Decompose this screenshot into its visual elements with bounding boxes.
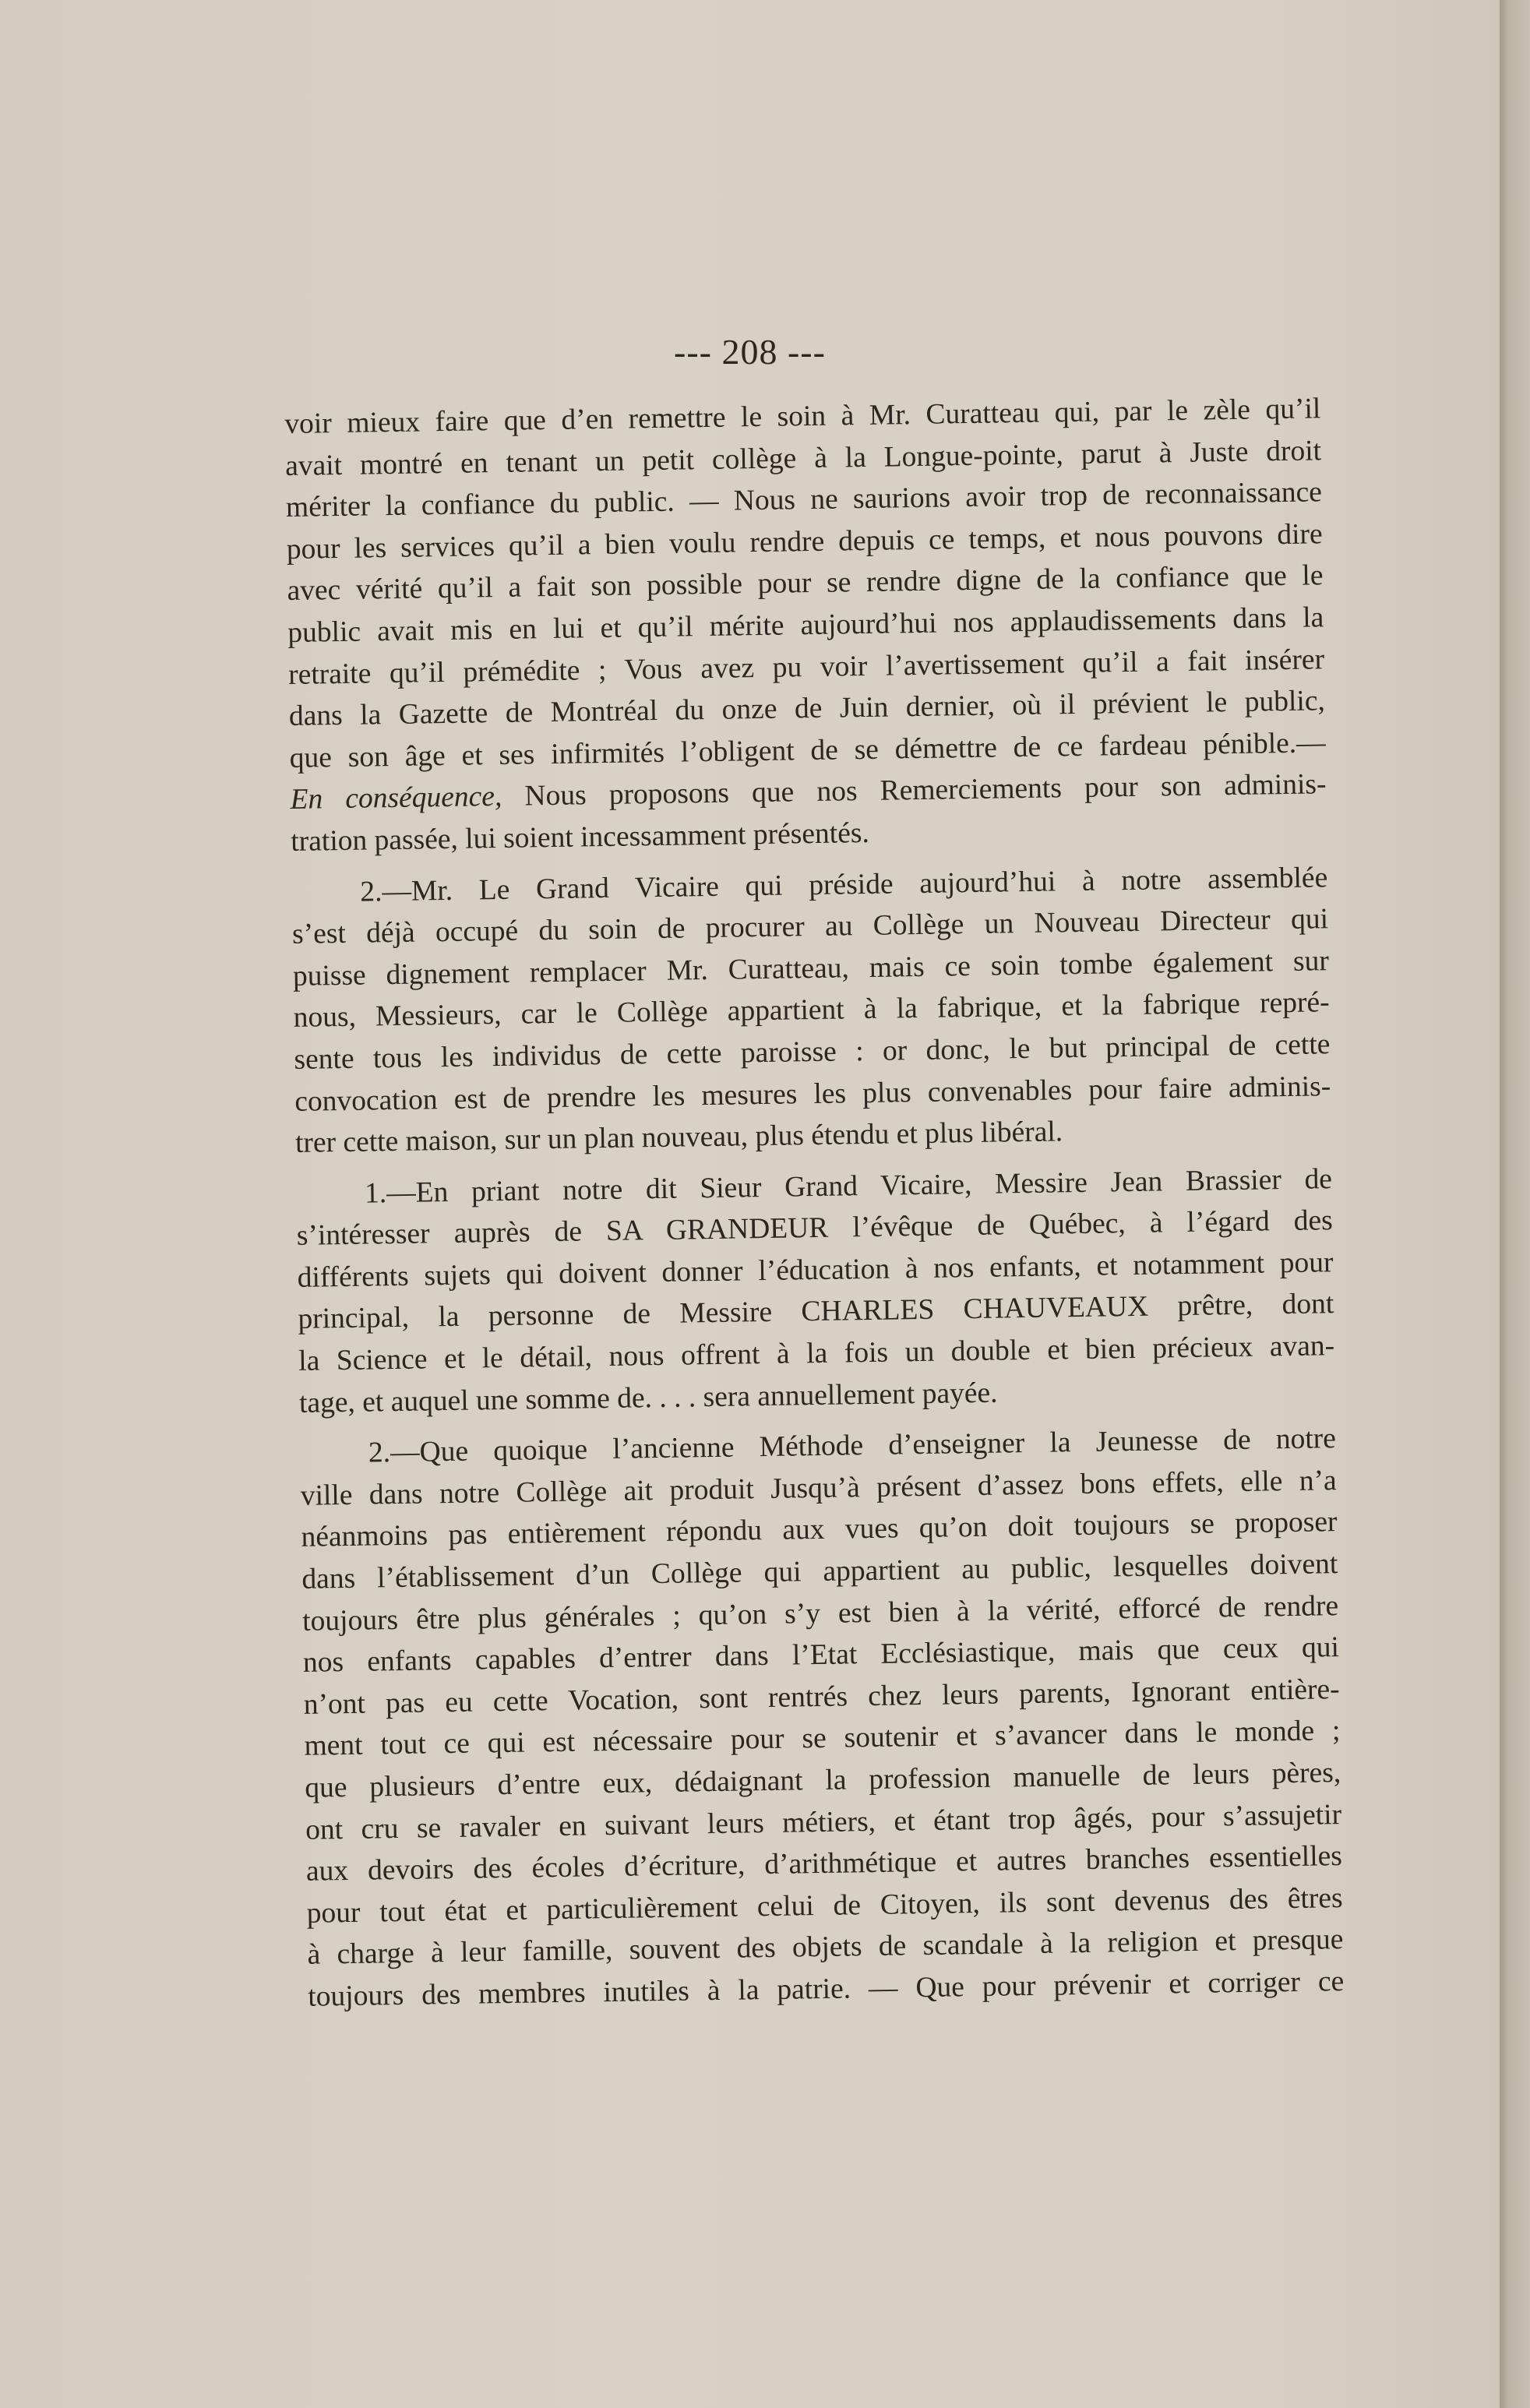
text-line: dans la Gazette de Montréal du onze de Juin dernier, où il prévient le public, — [288, 685, 1326, 733]
text-line: retraite qu’il prémédite ; Vous avez pu voir l’avertissement qu’il a fait insérer — [287, 643, 1325, 691]
text-line: sente tous les individus de cette paroisse : or donc, le but principal de cette — [294, 1028, 1331, 1076]
text-line: s’est déjà occupé du soin de procurer au Collège un Nouveau Directeur qui — [291, 903, 1329, 951]
text-line: la Science et le détail, nous offrent à la fois un double et bien précieux avan- — [298, 1330, 1335, 1377]
page-number: --- 208 --- — [674, 332, 826, 372]
text-line: ment tout ce qui est nécessaire pour se soutenir et s’avancer dans le monde ; — [304, 1715, 1341, 1763]
text-line: que plusieurs d’entre eux, dédaignant la profession manuelle de leurs pères, — [305, 1757, 1341, 1804]
text-line: principal, la personne de Messire CHARLES CHAUVEAUX prêtre, dont — [298, 1288, 1334, 1336]
text-line: 2.—Que quoique l’ancienne Méthode d’enseigner la Jeunesse de notre — [368, 1423, 1337, 1469]
text-line: 1.—En priant notre dit Sieur Grand Vicaire, Messire Jean Brassier de — [364, 1162, 1333, 1210]
text-line: ville dans notre Collège ait produit Jusqu’à présent d’assez bons effets, elle n’a — [300, 1464, 1337, 1512]
text-line: dans l’établissement d’un Collège qui appartient au public, lesquelles doivent — [301, 1548, 1338, 1595]
text-line: trer cette maison, sur un plan nouveau, plus étendu et plus libéral. — [294, 1116, 1063, 1159]
text-line: à charge à leur famille, souvent des objets de scandale à la religion et presque — [307, 1923, 1344, 1972]
text-line: avait montré en tenant un petit collège à la Longue-pointe, parut à Juste droit — [284, 434, 1322, 482]
text-line: n’ont pas eu cette Vocation, sont rentrés chez leurs parents, Ignorant entière- — [303, 1673, 1340, 1721]
text-line: avec vérité qu’il a fait son possible pour se rendre digne de la confiance que le — [287, 559, 1324, 608]
text-line: 2.—Mr. Le Grand Vicaire qui préside aujourd’hui à notre assemblée — [360, 861, 1328, 908]
text-line: voir mieux faire que d’en remettre le soin à Mr. Curatteau qui, par le zèle qu’il — [284, 393, 1321, 440]
text-line: puisse dignement remplacer Mr. Curatteau, mais ce soin tombe également sur — [292, 944, 1330, 992]
text-line: tage, et auquel une somme de. . . . sera annuellement payée. — [298, 1377, 998, 1419]
text-line-rest: Nous proposons que nos Remerciements pour son adminis- — [524, 768, 1327, 813]
text-line: convocation est de prendre les mesures les plus convenables pour faire adminis- — [294, 1070, 1331, 1118]
text-line: nos enfants capables d’entrer dans l’Etat Ecclésiastique, mais que ceux qui — [302, 1631, 1340, 1680]
italic-phrase: En conséquence, — [290, 781, 502, 816]
text-line: tration passée, lui soient incessamment présentés. — [291, 816, 870, 858]
text-line: que son âge et ses infirmités l’obligent de se démettre de ce fardeau pénible.— — [289, 726, 1326, 774]
text-line: ont cru se ravaler en suivant leurs métiers, et étant trop âgés, pour s’assujetir — [305, 1798, 1342, 1846]
body-text — [284, 388, 1345, 2018]
page-edge-shadow — [1500, 0, 1530, 2408]
text-line: pour les services qu’il a bien voulu rendre depuis ce temps, et nous pouvons dire — [286, 518, 1323, 566]
text-line: nous, Messieurs, car le Collège appartient à la fabrique, et la fabrique repré- — [293, 986, 1330, 1035]
text-line: public avait mis en lui et qu’il mérite aujourd’hui nos applaudissements dans la — [287, 601, 1324, 649]
text-line: néanmoins pas entièrement répondu aux vues qu’on doit toujours se proposer — [301, 1506, 1338, 1554]
text-line: mériter la confiance du public. — Nous ne saurions avoir trop de reconnaissance — [285, 476, 1323, 524]
text-line: différents sujets qui doivent donner l’éducation à nos enfants, et notamment pour — [297, 1246, 1334, 1294]
text-line: toujours des membres inutiles à la patrie. — Que pour prévenir et corriger ce — [308, 1966, 1345, 2013]
text-line: aux devoirs des écoles d’écriture, d’arithmétique et autres branches essentielles — [305, 1840, 1343, 1888]
text-line: toujours être plus générales ; qu’on s’y est bien à la vérité, efforcé de rendre — [301, 1589, 1339, 1638]
text-line: s’intéresser auprès de SA GRANDEUR l’évêque de Québec, à l’égard des — [296, 1204, 1334, 1253]
text-line: pour tout état et particulièrement celui de Citoyen, ils sont devenus des êtres — [306, 1881, 1343, 1930]
